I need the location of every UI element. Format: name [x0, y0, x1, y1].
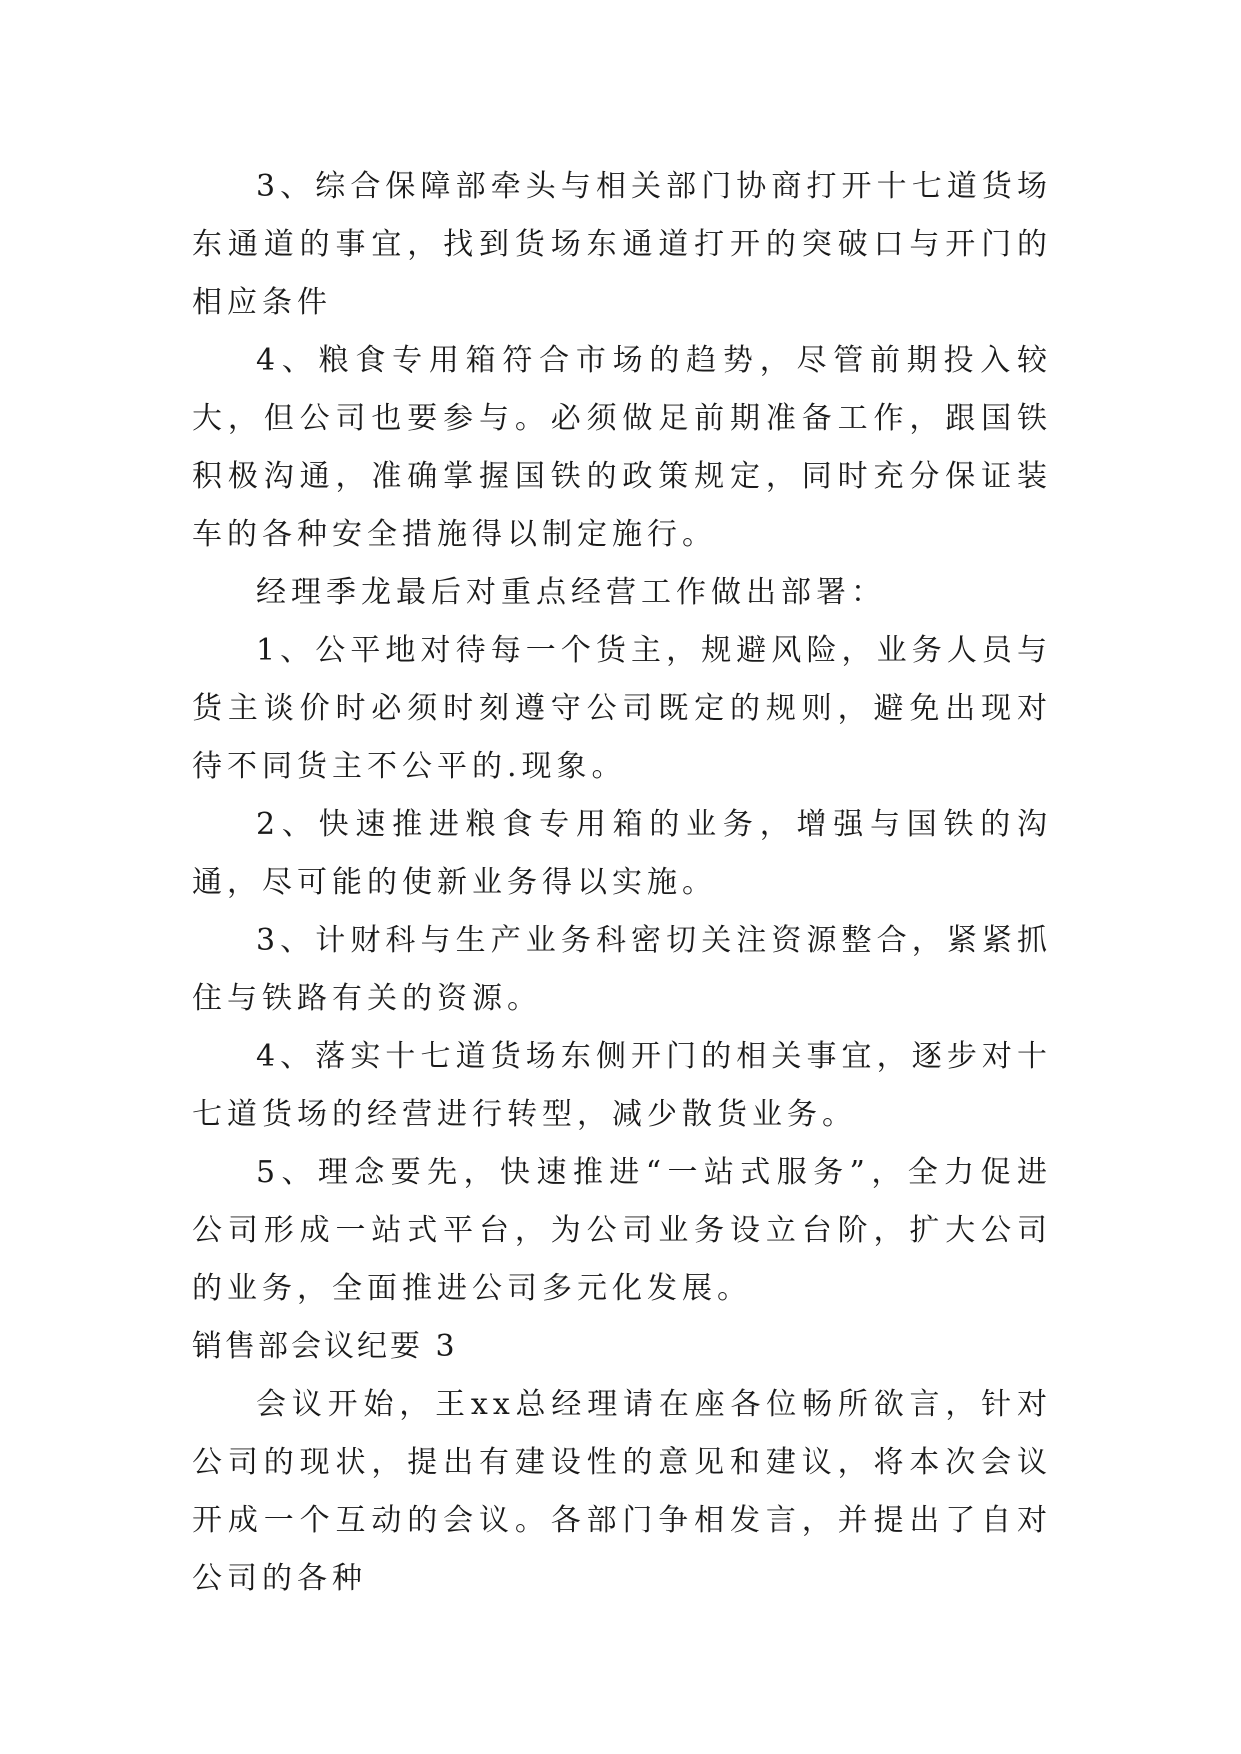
paragraph-manager-deployment: 经理季龙最后对重点经营工作做出部署： — [256, 575, 886, 610]
paragraph-item-3-east-channel: 3、综合保障部牵头与相关部门协商打开十七道货场东通道的事宜，找到货场东通道打开的突破口与开门的相应条件 — [192, 169, 1052, 320]
paragraph-deploy-3: 3、计财科与生产业务科密切关注资源整合，紧紧抓住与铁路有关的资源。 — [192, 923, 1052, 1016]
section-heading: 销售部会议纪要 3 — [192, 1329, 458, 1364]
paragraph-item-4-grain-container: 4、粮食专用箱符合市场的趋势，尽管前期投入较大，但公司也要参与。必须做足前期准备工作，跟国铁积极沟通，准确掌握国铁的政策规定，同时充分保证装车的各种安全措施得以制定施行。 — [192, 343, 1052, 552]
paragraph-deploy-4: 4、落实十七道货场东侧开门的相关事宜，逐步对十七道货场的经营进行转型，减少散货业务。 — [192, 1039, 1052, 1132]
document-body — [192, 158, 1052, 1608]
paragraph-meeting-opening: 会议开始，王xx总经理请在座各位畅所欲言，针对公司的现状，提出有建设性的意见和建议，将本次会议开成一个互动的会议。各部门争相发言，并提出了自对公司的各种 — [192, 1387, 1052, 1596]
paragraph-deploy-2: 2、快速推进粮食专用箱的业务，增强与国铁的沟通，尽可能的使新业务得以实施。 — [192, 807, 1052, 900]
paragraph-deploy-5: 5、理念要先，快速推进“一站式服务”，全力促进公司形成一站式平台，为公司业务设立台阶，扩大公司的业务，全面推进公司多元化发展。 — [192, 1155, 1052, 1306]
paragraph-deploy-1: 1、公平地对待每一个货主，规避风险，业务人员与货主谈价时必须时刻遵守公司既定的规则，避免出现对待不同货主不公平的.现象。 — [192, 633, 1052, 784]
